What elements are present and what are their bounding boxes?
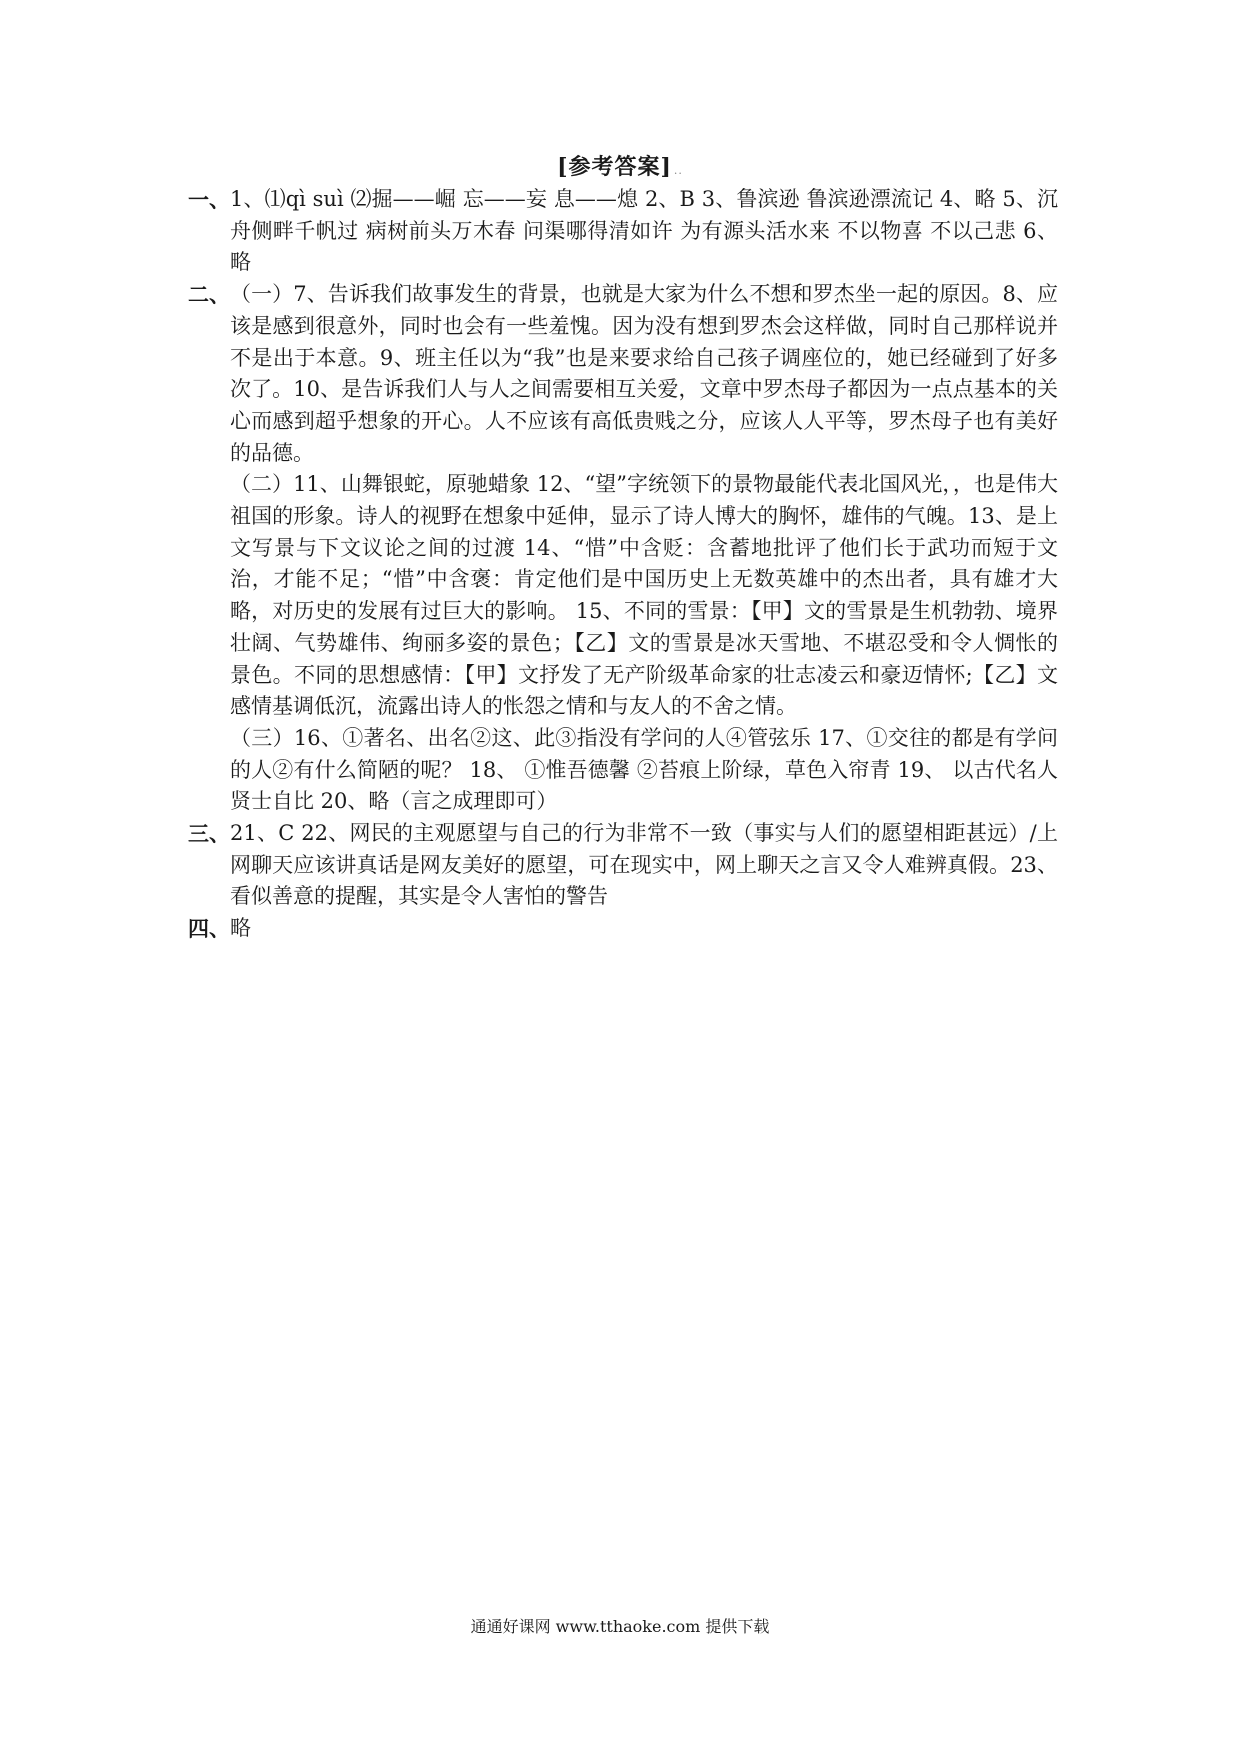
section-1-number: 一、 [188, 187, 230, 212]
footer-text: 通通好课网 www.tthaoke.com 提供下载 [470, 1617, 770, 1636]
title-trail: .. [673, 164, 683, 177]
section-4-number: 四、 [188, 916, 230, 942]
section-2-number: 二、 [188, 282, 230, 308]
section-2-paragraph-1: （一）7、告诉我们故事发生的背景，也就是大家为什么不想和罗杰坐一起的原因。8、应该是感到很意外，同时也会有一些羞愧。因为没有想到罗杰会这样做，同时自己那样说并不是出于本意。9、班主任以为“我”也是来要求给自己孩子调座位的，她已经碰到了好多次了。10、是告诉我们人与人之间需要相互关爱，文章中罗杰母子都因为一点点基本的关心而感到超乎想象的开心。人不应该有高低贵贱之分，应该人人平等，罗杰母子也有美好的品德。 [230, 282, 1058, 465]
section-2-paragraph-2: （二）11、山舞银蛇，原驰蜡象 12、“望”字统领下的景物最能代表北国风光，，也是伟大祖国的形象。诗人的视野在想象中延伸，显示了诗人博大的胸怀，雄伟的气魄。13、是上文写景与下文议论之间的过渡 14、“惜”中含贬：含蓄地批评了他们长于武功而短于文治，才能不足；“惜”中含褒：肯定他们是中国历史上无数英雄中的杰出者，具有雄才大略，对历史的发展有过巨大的影响。 15、不同的雪景：【甲】文的雪景是生机勃勃、境界壮阔、气势雄伟、绚丽多姿的景色；【乙】文的雪景是冰天雪地、不堪忍受和令人惆怅的景色。不同的思想感情：【甲】文抒发了无产阶级革命家的壮志凌云和豪迈情怀;【乙】文感情基调低沉，流露出诗人的怅怨之情和与友人的不舍之情。 [230, 472, 1058, 719]
section-3-number: 三、 [188, 821, 230, 847]
section-2-paragraph-3: （三）16、①著名、出名②这、此③指没有学问的人④管弦乐 17、①交往的都是有学问的人②有什么简陋的呢？ 18、 ①惟吾德馨 ②苔痕上阶绿，草色入帘青 19、 以古代名人贤士自比 20、略（言之成理即可） [230, 725, 1058, 814]
section-4 [188, 913, 1058, 945]
section-1-paragraph: 1、⑴qì suì ⑵掘——崛 忘——妄 息——熄 2、B 3、鲁滨逊 鲁滨逊漂流记 4、略 5、沉舟侧畔千帆过 病树前头万木春 问渠哪得清如许 为有源头活水来 不以物喜 不以己悲 6、略 [230, 187, 1058, 275]
section-4-paragraph: 略 [230, 916, 251, 941]
page-title [0, 150, 1240, 181]
section-3-paragraph: 21、C 22、网民的主观愿望与自己的行为非常不一致（事实与人们的愿望相距甚远）/上网聊天应该讲真话是网友美好的愿望，可在现实中，网上聊天之言又令人难辨真假。23、看似善意的提醒，其实是令人害怕的警告 [230, 821, 1058, 909]
answer-content [188, 184, 1058, 945]
section-1 [188, 184, 1058, 279]
section-2 [188, 279, 1058, 818]
section-3 [188, 818, 1058, 913]
title-text: [参考答案] [557, 154, 672, 180]
